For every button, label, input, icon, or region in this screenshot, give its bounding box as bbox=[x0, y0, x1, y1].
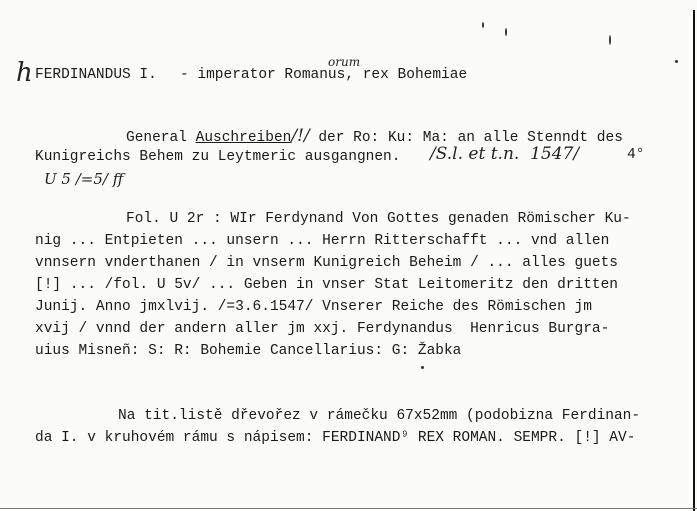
title-underlined-word: Auschreiben bbox=[195, 130, 292, 146]
scan-speck bbox=[482, 22, 484, 28]
scan-speck bbox=[505, 28, 507, 36]
collation-mark: U 5 /=5/ ff bbox=[44, 170, 124, 188]
handwritten-annotation: orum bbox=[328, 55, 361, 69]
imprint-mark: /S.l. et t.n. 1547/ bbox=[430, 144, 580, 164]
incipit-line: nig ... Entpieten ... unsern ... Herrn Ritterschafft ... vnd allen bbox=[35, 233, 610, 249]
note-line: da I. v kruhovém rámu s nápisem: FERDINAND⁹ REX ROMAN. SEMPR. [!] AV- bbox=[35, 430, 636, 446]
heading-name: FERDINANDUS I. bbox=[35, 67, 157, 83]
title-text-end: der Ro: Ku: Ma: an alle Stenndt des bbox=[309, 130, 623, 146]
format-mark: 4° bbox=[627, 147, 645, 163]
title-line-2: Kunigreichs Behem zu Leytmeric ausgangnen. bbox=[35, 149, 401, 165]
incipit-line: uius Misneñ: S: R: Bohemie Cancellarius: G: Žabka bbox=[35, 343, 462, 359]
incipit-line: xvij / vnnd der andern aller jm xxj. Ferdynandus Henricus Burgra- bbox=[35, 321, 610, 337]
scan-speck bbox=[421, 366, 424, 369]
handwritten-mark: h bbox=[16, 58, 33, 88]
title-handwritten-mark: /!/ bbox=[291, 126, 310, 146]
title-text: General bbox=[126, 130, 196, 146]
note-line: Na tit.listě dřevořez v rámečku 67x52mm (podobizna Ferdinan- bbox=[118, 408, 641, 424]
card-edge-bottom bbox=[0, 508, 697, 509]
scan-speck bbox=[675, 60, 678, 63]
incipit-line: Junij. Anno jmxlvij. /=3.6.1547/ Vnserer Reiche des Römischen jm bbox=[35, 299, 592, 315]
incipit-line: [!] ... /fol. U 5v/ ... Geben in vnser Stat Leitomeritz den dritten bbox=[35, 277, 618, 293]
incipit-line: vnnsern vnderthanen / in vnserm Kunigreich Beheim / ... alles guets bbox=[35, 255, 618, 271]
heading-description: - imperator Romanus, rex Bohemiae bbox=[180, 67, 468, 83]
title-line-1 bbox=[126, 128, 623, 146]
card-edge-right bbox=[693, 10, 695, 511]
incipit-line: Fol. U 2r : WIr Ferdynand Von Gottes genaden Römischer Ku- bbox=[126, 211, 631, 227]
scan-speck bbox=[609, 35, 611, 45]
